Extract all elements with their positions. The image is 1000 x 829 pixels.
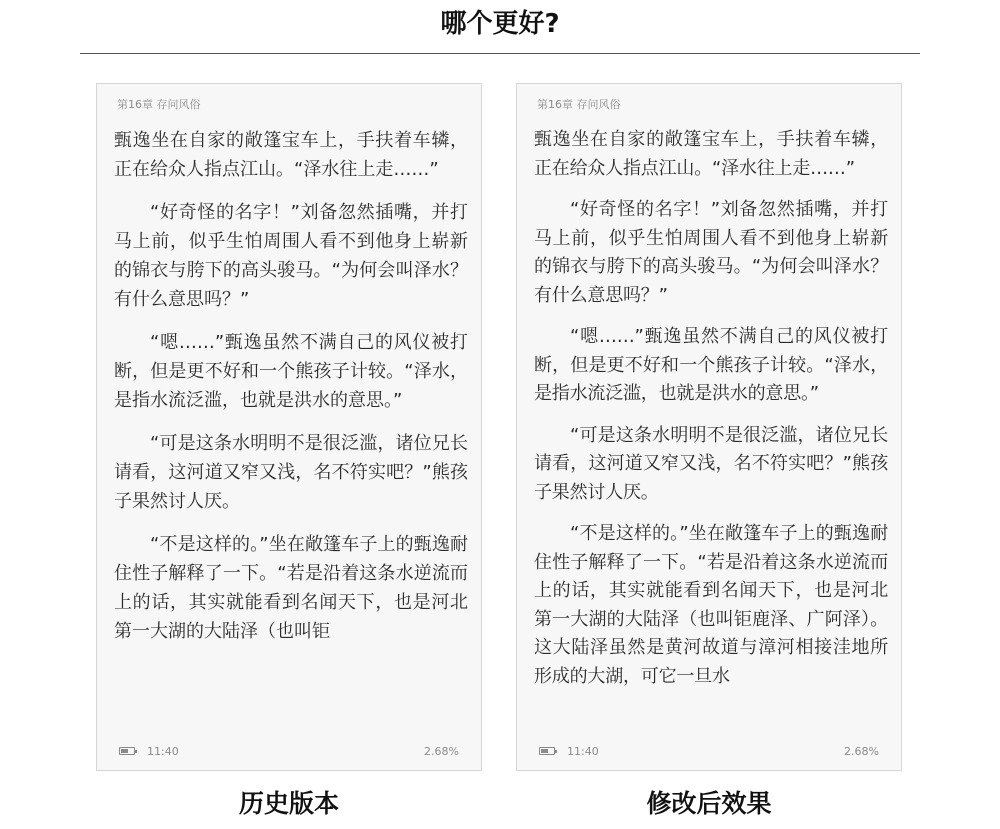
battery-icon [119,747,135,755]
paragraph: “嗯……”甄逸虽然不满自己的风仪被打断，但是更不好和一个熊孩子计较。“泽水，是指水流泛滥，也就是洪水的意思。” [534,326,888,404]
reading-progress: 2.68% [424,745,459,758]
paragraph: “可是这条水明明不是很泛滥，诸位兄长请看，这河道又窄又浅，名不符实吧？”熊孩子果然讨人厌。 [534,424,888,503]
paragraph: “嗯……”甄逸虽然不满自己的风仪被打断，但是更不好和一个熊孩子计较。“泽水，是指水流泛滥，也就是洪水的意思。” [114,332,468,411]
paragraph: “可是这条水明明不是很泛滥，诸位兄长请看，这河道又窄又浅，名不符实吧？”熊孩子果然讨人厌。 [114,433,468,512]
status-bar [537,745,883,759]
status-time: 11:40 [567,745,599,758]
caption-revised-version: 修改后效果 [646,789,772,818]
reading-progress: 2.68% [844,745,879,758]
chapter-title: 第16章 存问风俗 [117,98,201,111]
battery-icon [539,747,555,755]
reader-text [114,126,468,736]
status-time: 11:40 [147,745,179,758]
paragraph: 甄逸坐在自家的敞篷宝车上，手扶着车辚，正在给众人指点江山。“泽水往上走……” [534,129,888,179]
reader-text [534,126,888,736]
status-bar [117,745,463,759]
page-title: 哪个更好? [440,9,560,39]
chapter-title: 第16章 存问风俗 [537,98,621,111]
caption-history-version: 历史版本 [238,789,339,818]
panel-history-version [96,83,482,771]
panel-revised-version [516,83,902,771]
paragraph: “不是这样的。”坐在敞篷车子上的甄逸耐住性子解释了一下。“若是沿着这条水逆流而上的话，其实就能看到名闻天下，也是河北第一大湖的大陆泽（也叫钜 [114,534,468,642]
title-divider [80,53,920,54]
paragraph: 甄逸坐在自家的敞篷宝车上，手扶着车辚，正在给众人指点江山。“泽水往上走……” [114,130,468,180]
paragraph: “好奇怪的名字！”刘备忽然插嘴，并打马上前，似乎生怕周围人看不到他身上崭新的锦衣与胯下的高头骏马。“为何会叫泽水？有什么意思吗？” [114,202,468,310]
paragraph: “不是这样的。”坐在敞篷车子上的甄逸耐住性子解释了一下。“若是沿着这条水逆流而上的话，其实就能看到名闻天下，也是河北第一大湖的大陆泽（也叫钜鹿泽、广阿泽）。这大陆泽虽然是黄河故道与漳河相接洼地所形成的大湖，可它一旦水 [534,523,888,687]
paragraph: “好奇怪的名字！”刘备忽然插嘴，并打马上前，似乎生怕周围人看不到他身上崭新的锦衣与胯下的高头骏马。“为何会叫泽水？有什么意思吗？” [534,199,888,306]
